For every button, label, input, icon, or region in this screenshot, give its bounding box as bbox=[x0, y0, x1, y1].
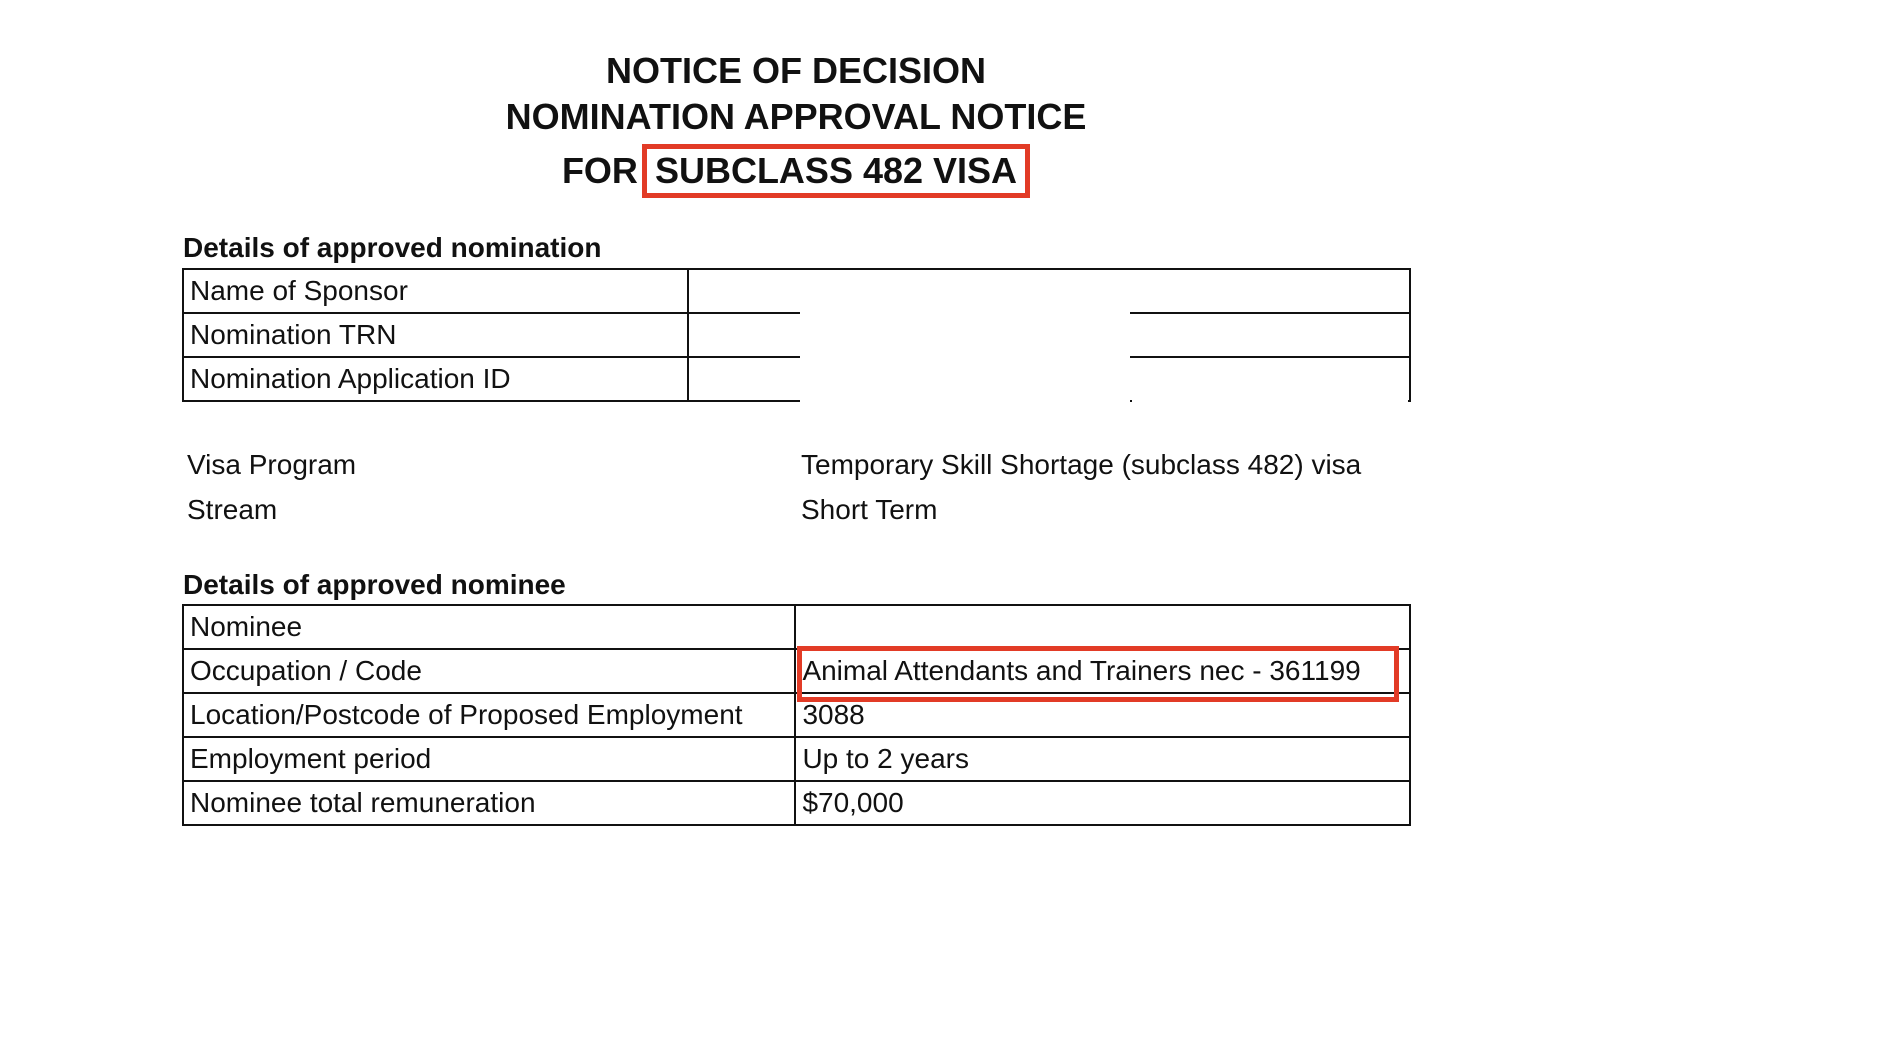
highlighted-visa-subclass: SUBCLASS 482 VISA bbox=[642, 144, 1030, 198]
title-line-1: NOTICE OF DECISION bbox=[605, 50, 987, 91]
employment-location-value: 3088 bbox=[795, 693, 1410, 737]
title-line-2: NOMINATION APPROVAL NOTICE bbox=[505, 96, 1087, 137]
visa-program-value: Temporary Skill Shortage (subclass 482) visa bbox=[801, 449, 1362, 480]
table-row bbox=[183, 605, 1410, 649]
sponsor-name-label: Name of Sponsor bbox=[183, 269, 688, 313]
redacted-area bbox=[1132, 364, 1408, 407]
table-row bbox=[183, 693, 1410, 737]
remuneration-label: Nominee total remuneration bbox=[183, 781, 795, 825]
occupation-code-label: Occupation / Code bbox=[183, 649, 795, 693]
nominee-table bbox=[182, 604, 1411, 826]
title-line-3 bbox=[0, 144, 1592, 198]
remuneration-value: $70,000 bbox=[795, 781, 1410, 825]
employment-period-value: Up to 2 years bbox=[795, 737, 1410, 781]
nomination-heading: Details of approved nomination bbox=[183, 232, 602, 263]
nominee-label: Nominee bbox=[183, 605, 795, 649]
table-row bbox=[183, 313, 1410, 357]
employment-location-label: Location/Postcode of Proposed Employment bbox=[183, 693, 795, 737]
visa-program-label: Visa Program bbox=[187, 449, 357, 480]
nomination-trn-label: Nomination TRN bbox=[183, 313, 688, 357]
nominee-value bbox=[795, 605, 1410, 649]
table-row bbox=[183, 649, 1410, 693]
stream-label: Stream bbox=[187, 494, 278, 525]
employment-period-label: Employment period bbox=[183, 737, 795, 781]
table-row bbox=[183, 781, 1410, 825]
table-row bbox=[183, 737, 1410, 781]
nominee-heading: Details of approved nominee bbox=[183, 569, 566, 600]
nomination-application-id-label: Nomination Application ID bbox=[183, 357, 688, 401]
stream-value: Short Term bbox=[801, 494, 938, 525]
document-title bbox=[0, 48, 1592, 198]
table-row bbox=[183, 269, 1410, 313]
redacted-area bbox=[800, 271, 1130, 407]
occupation-code-value: Animal Attendants and Trainers nec - 361199 bbox=[795, 649, 1410, 693]
title-line-3-prefix: FOR bbox=[561, 150, 638, 191]
